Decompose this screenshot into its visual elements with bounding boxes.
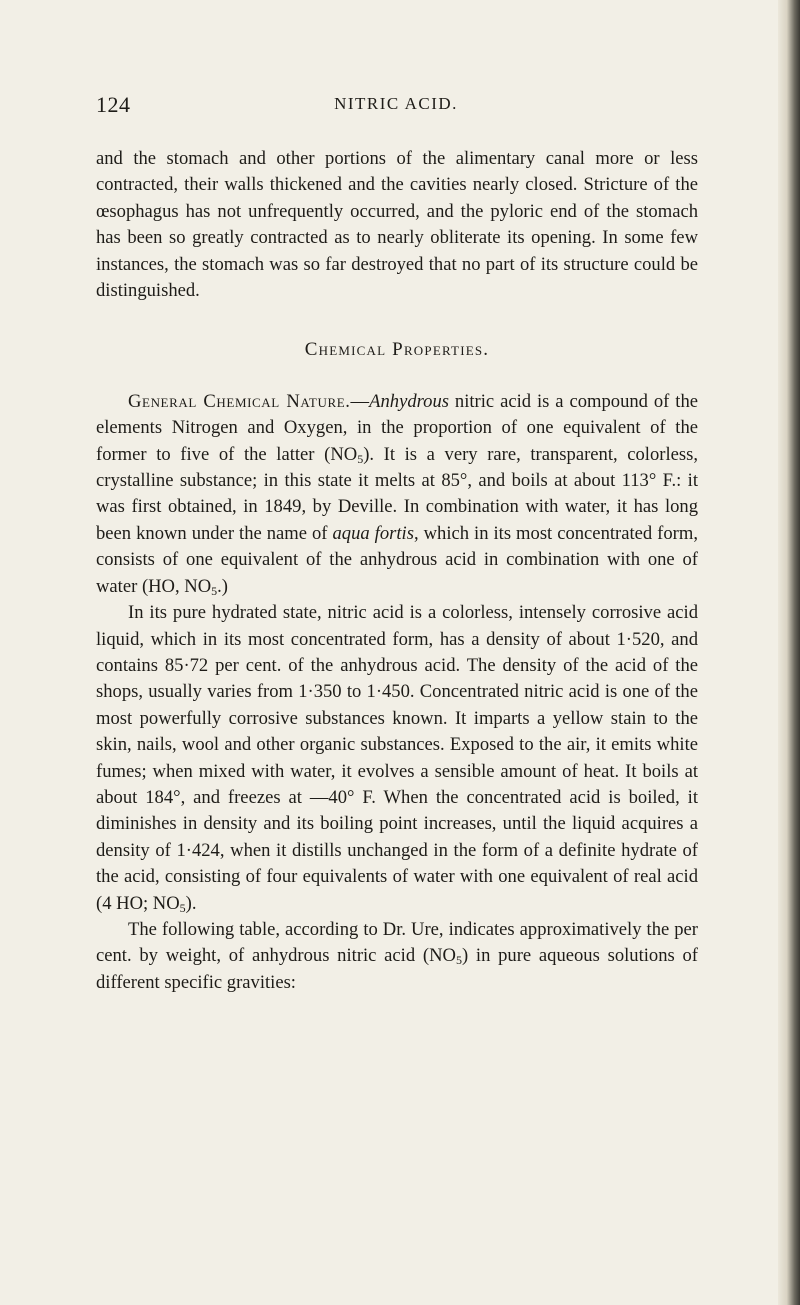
em-dash: — xyxy=(350,390,370,412)
paragraph-1: and the stomach and other portions of the alimentary canal more or less contracted, their walls thickened and the cavities nearly closed. Stricture of the œsophagus has not unfrequently occurred, and the pyloric end of the stomach has been so greatly contracted as to nearly obliterate its opening. In some few instances, the stomach was so far destroyed that no part of its structure could be distinguished. xyxy=(96,148,698,302)
run-in-heading: General Chemical Nature. xyxy=(128,390,351,412)
paragraph-4 xyxy=(96,917,698,996)
subscript: 5 xyxy=(357,451,364,466)
italic-term-anhydrous: Anhydrous xyxy=(369,390,450,412)
text-span: nitric acid is a compound of the elements Nitrogen and Oxygen, in the proportion of one equivalent of the former to five of the latter (NO xyxy=(96,390,699,465)
paragraph-3 xyxy=(96,600,698,917)
running-title: NITRIC ACID. xyxy=(334,94,458,113)
subscript: 5 xyxy=(455,953,462,968)
italic-term-aqua-fortis: aqua fortis xyxy=(332,522,414,544)
text-span: ). It is a very rare, transparent, colorless, crystalline substance; in this state it melts at 85°, and boils at about 113° F.: it was first obtained, in 1849, by Deville. In combination with water, it has long been known under the name of xyxy=(96,443,699,544)
text-span: ). xyxy=(185,892,197,914)
page-header xyxy=(96,92,696,122)
page-number: 124 xyxy=(96,92,131,117)
text-span: ) in pure aqueous solutions of different specific gravities: xyxy=(96,945,698,993)
subscript: 5 xyxy=(211,583,218,598)
text-span: In its pure hydrated state, nitric acid is a colorless, intensely corrosive acid liquid, which in its most concentrated form, has a density of about 1·520, and contains 85·72 per cent. of the anhydrous acid. The density of the acid of the shops, usually varies from 1·350 to 1·450. Concentrated nitric acid is one of the most powerfully corrosive substances known. It imparts a yellow stain to the skin, nails, wool and other organic substances. Exposed to the air, it emits white fumes; when mixed with water, it evolves a sensible amount of heat. It boils at about 184°, and freezes at —40° F. When the concentrated acid is boiled, it diminishes in density and its boiling point increases, until the liquid acquires a density of 1·424, when it distills unchanged in the form of a definite hydrate of the acid, consisting of four equivalents of water with one equivalent of real acid (4 HO; NO xyxy=(96,602,698,914)
text-span: , which in its most concentrated form, consists of one equivalent of the anhydrous acid in combination with one of water (HO, NO xyxy=(96,522,698,597)
text-span: .) xyxy=(217,575,228,597)
paragraph-2 xyxy=(96,389,698,600)
page-edge-shadow xyxy=(778,0,800,1305)
body-text xyxy=(96,146,698,996)
section-heading: Chemical Properties. xyxy=(304,339,490,361)
subscript: 5 xyxy=(179,900,186,915)
text-span: The following table, according to Dr. Ure, indicates approximatively the per cent. by weight, of anhydrous nitric acid (NO xyxy=(96,918,698,967)
